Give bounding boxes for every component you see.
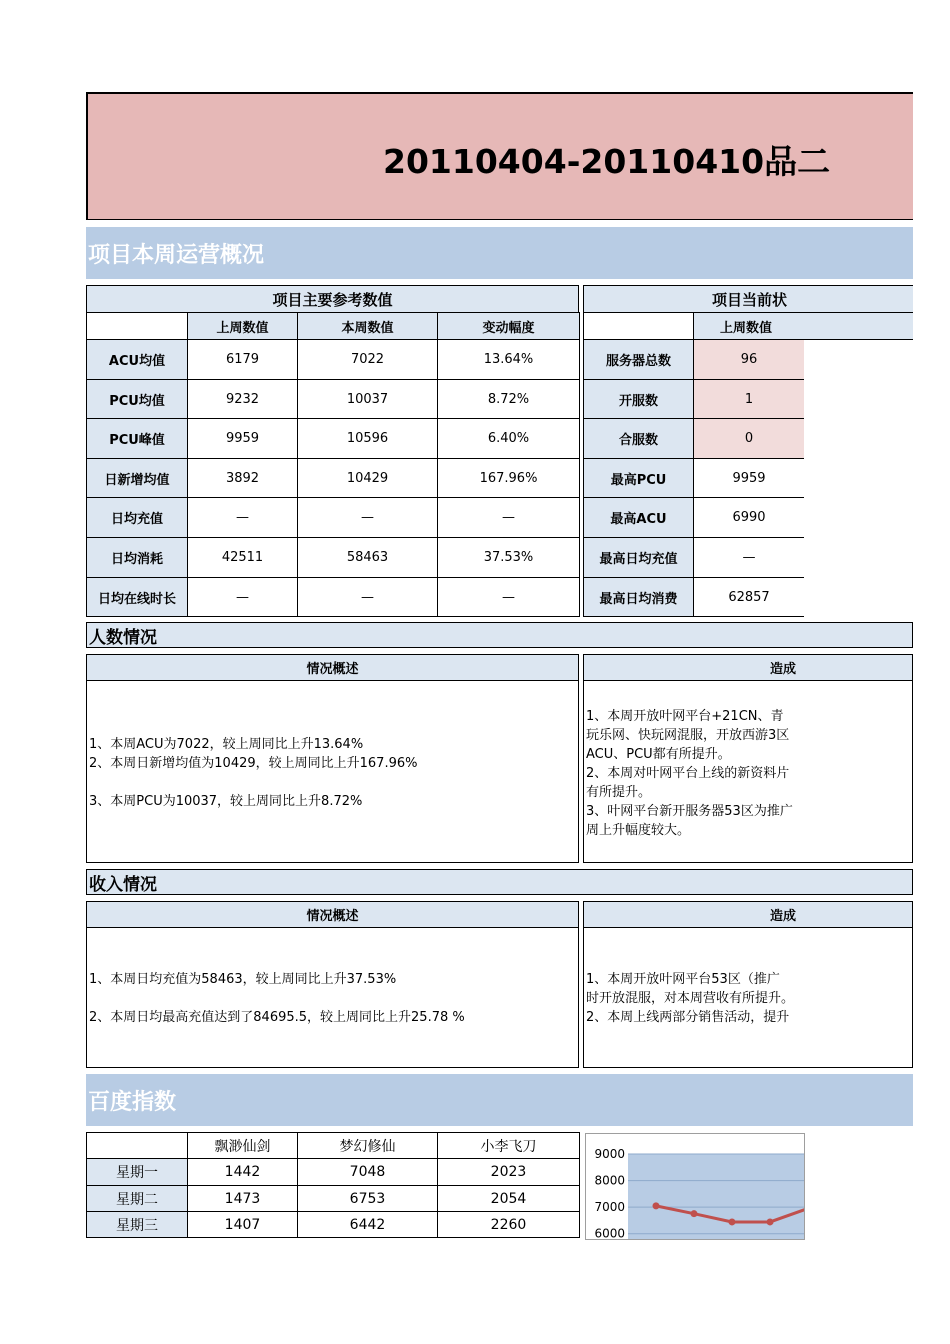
text-line: 2、本周对叶网平台上线的新资料片: [586, 766, 790, 781]
ref-row-last: 9959: [187, 418, 298, 459]
status-row-value: 1: [693, 379, 804, 419]
status-row-value: 96: [693, 339, 804, 380]
status-row-value: 0: [693, 418, 804, 459]
report-title: 20110404-20110410品二: [383, 142, 831, 181]
text-line: 1、本周开放叶网平台53区（推广: [586, 972, 780, 987]
chart-plot-area: [628, 1154, 804, 1239]
ref-table-col-header: 变动幅度: [437, 312, 580, 340]
status-row-label: 最高日均消费: [583, 577, 694, 617]
ref-row-this: —: [297, 497, 438, 538]
status-row-label: 合服数: [583, 418, 694, 459]
text-line: 1、本周日均充值为58463，较上周同比上升37.53%: [89, 972, 397, 987]
chart-y-tick-label: 8000: [594, 1173, 625, 1188]
users-reason-header: 造成: [583, 654, 913, 681]
revenue-summary-header: 情况概述: [86, 901, 579, 928]
baidu-row-value: 1407: [187, 1211, 298, 1238]
section-revenue: 收入情况: [86, 869, 913, 895]
text-line: [89, 989, 576, 1008]
chart-point: [691, 1210, 698, 1217]
ref-row-last: 6179: [187, 339, 298, 380]
status-table-col-header: 上周数值: [693, 312, 913, 340]
text-line: 1、本周开放叶网平台+21CN、青: [586, 709, 784, 724]
ref-row-this: 10429: [297, 458, 438, 498]
chart-point: [729, 1218, 736, 1225]
baidu-row-day: 星期三: [86, 1211, 188, 1238]
clip-spacer: [803, 279, 950, 620]
ref-row-this: 10596: [297, 418, 438, 459]
chart-point: [767, 1218, 774, 1225]
ref-row-this: 58463: [297, 537, 438, 578]
status-row-value: 6990: [693, 497, 804, 538]
text-line: 周上升幅度较大。: [586, 823, 691, 838]
ref-table-title: 项目主要参考数值: [86, 285, 579, 313]
baidu-col-header: 梦幻修仙: [297, 1132, 438, 1159]
baidu-row-value: 6753: [297, 1185, 438, 1212]
section-overview: 项目本周运营概况: [86, 227, 913, 279]
ref-row-this: 10037: [297, 379, 438, 419]
chart-y-tick-label: 9000: [594, 1147, 625, 1161]
status-row-label: 最高ACU: [583, 497, 694, 538]
ref-row-label: 日均消耗: [86, 537, 188, 578]
text-line: 时开放混服，对本周营收有所提升。: [586, 991, 795, 1006]
ref-row-this: —: [297, 577, 438, 617]
ref-row-last: 3892: [187, 458, 298, 498]
status-row-label: 最高PCU: [583, 458, 694, 498]
ref-row-last: —: [187, 497, 298, 538]
baidu-row-value: 2260: [437, 1211, 580, 1238]
users-summary-box: [86, 680, 579, 863]
ref-row-change: —: [437, 577, 580, 617]
ref-row-label: 日均在线时长: [86, 577, 188, 617]
section-baidu: 百度指数: [86, 1074, 913, 1126]
ref-row-label: PCU峰值: [86, 418, 188, 459]
chart-point: [653, 1202, 660, 1209]
baidu-row-value: 2023: [437, 1158, 580, 1186]
ref-row-change: 167.96%: [437, 458, 580, 498]
revenue-summary-box: [86, 927, 579, 1068]
text-line: [89, 773, 576, 792]
baidu-row-value: 7048: [297, 1158, 438, 1186]
status-row-label: 最高日均充值: [583, 537, 694, 578]
baidu-chart: [585, 1133, 805, 1240]
baidu-col-header: 飘渺仙剑: [187, 1132, 298, 1159]
baidu-chart-svg: [586, 1134, 804, 1239]
baidu-row-day: 星期一: [86, 1158, 188, 1186]
ref-row-label: ACU均值: [86, 339, 188, 380]
ref-row-last: 42511: [187, 537, 298, 578]
status-row-value: 62857: [693, 577, 804, 617]
baidu-row-value: 1473: [187, 1185, 298, 1212]
text-line: 玩乐网、快玩网混服，开放西游3区: [586, 728, 790, 743]
text-line: 3、叶网平台新开服务器53区为推广: [586, 804, 793, 819]
status-row-value: —: [693, 537, 804, 578]
status-row-value: 9959: [693, 458, 804, 498]
ref-row-label: 日新增均值: [86, 458, 188, 498]
status-table-corner: [583, 312, 694, 340]
baidu-row-value: 2054: [437, 1185, 580, 1212]
ref-row-this: 7022: [297, 339, 438, 380]
chart-y-tick-label: 7000: [594, 1200, 625, 1215]
chart-y-tick-label: 6000: [594, 1226, 625, 1239]
text-line: 3、本周PCU为10037，较上周同比上升8.72%: [89, 794, 363, 809]
text-line: 2、本周日新增均值为10429，较上周同比上升167.96%: [89, 756, 418, 771]
users-summary-header: 情况概述: [86, 654, 579, 681]
section-users: 人数情况: [86, 622, 913, 648]
baidu-row-day: 星期二: [86, 1185, 188, 1212]
ref-table-col-header: 上周数值: [187, 312, 298, 340]
ref-row-change: 8.72%: [437, 379, 580, 419]
ref-row-last: 9232: [187, 379, 298, 419]
ref-row-last: —: [187, 577, 298, 617]
ref-row-change: 6.40%: [437, 418, 580, 459]
ref-table-col-header: 本周数值: [297, 312, 438, 340]
ref-table-corner: [86, 312, 188, 340]
users-reason-box: [583, 680, 913, 863]
baidu-row-value: 1442: [187, 1158, 298, 1186]
revenue-reason-header: 造成: [583, 901, 913, 928]
ref-row-change: 13.64%: [437, 339, 580, 380]
text-line: 有所提升。: [586, 785, 652, 800]
text-line: ACU、PCU都有所提升。: [586, 747, 731, 762]
baidu-corner: [86, 1132, 188, 1159]
baidu-col-header: 小李飞刀: [437, 1132, 580, 1159]
ref-row-label: 日均充值: [86, 497, 188, 538]
revenue-reason-box: [583, 927, 913, 1068]
ref-row-change: 37.53%: [437, 537, 580, 578]
text-line: 1、本周ACU为7022，较上周同比上升13.64%: [89, 737, 364, 752]
ref-row-label: PCU均值: [86, 379, 188, 419]
text-line: 2、本周日均最高充值达到了84695.5，较上周同比上升25.78 %: [89, 1010, 465, 1025]
baidu-row-value: 6442: [297, 1211, 438, 1238]
status-row-label: 开服数: [583, 379, 694, 419]
ref-row-change: —: [437, 497, 580, 538]
status-row-label: 服务器总数: [583, 339, 694, 380]
text-line: 2、本周上线两部分销售活动，提升: [586, 1010, 790, 1025]
status-table-title: 项目当前状: [583, 285, 913, 313]
